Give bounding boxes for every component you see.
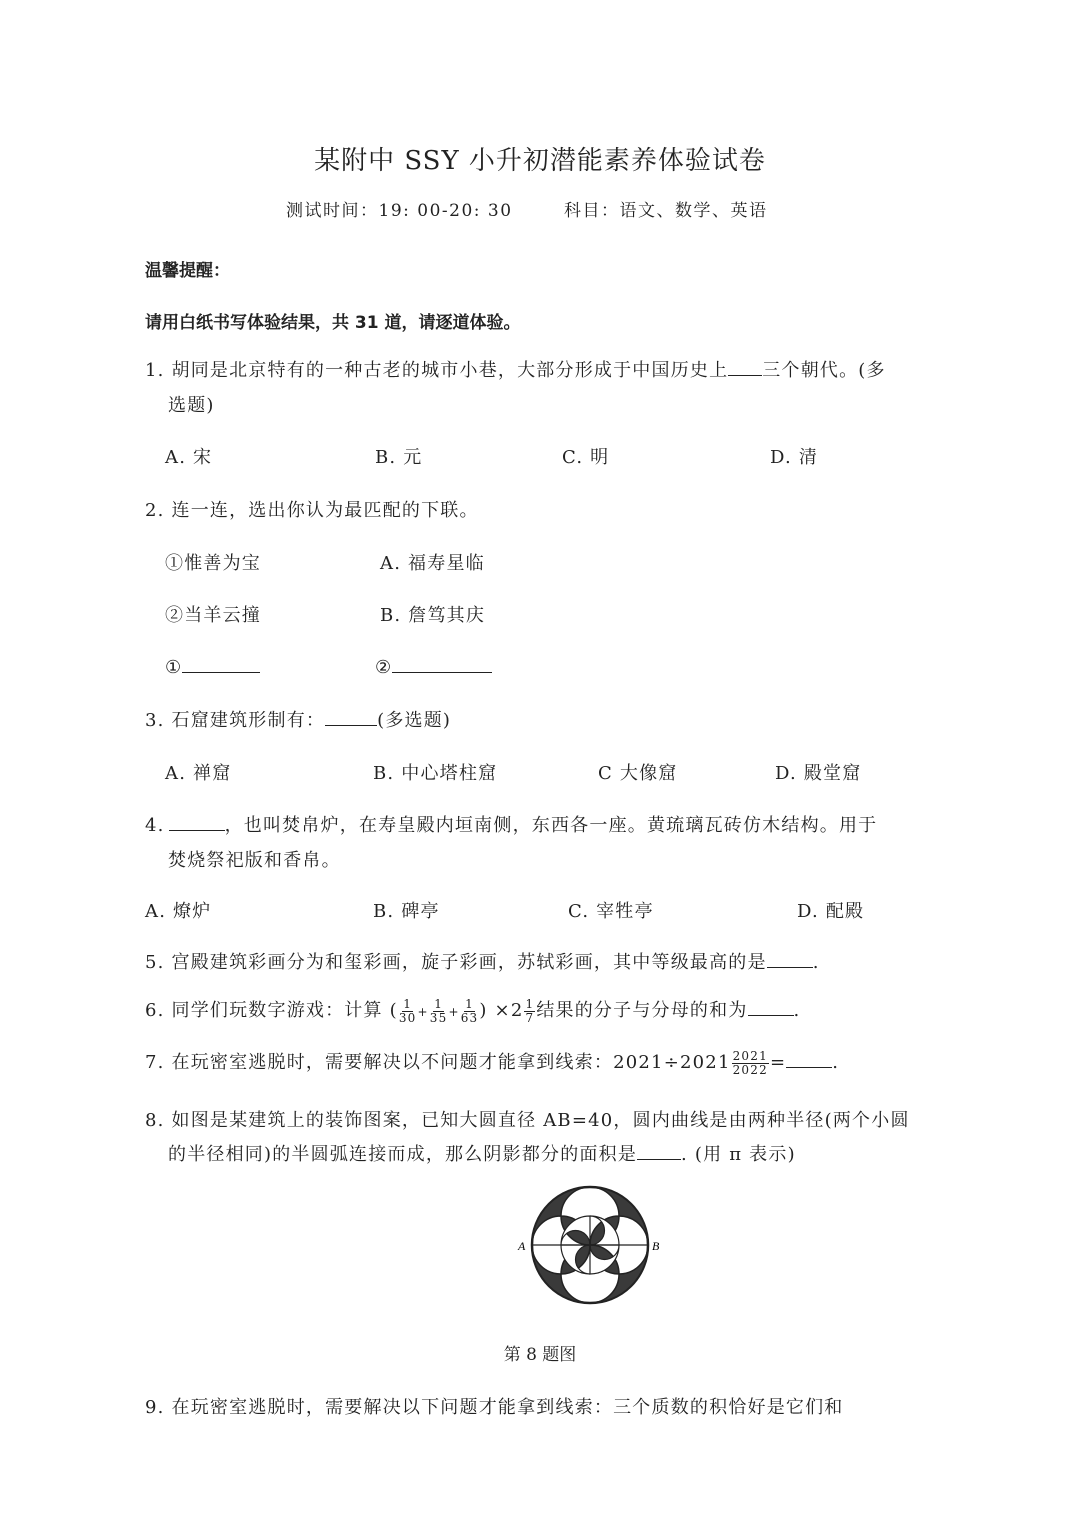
couplet-right-b: B. 詹笃其庆 <box>380 605 486 626</box>
q3-option-b[interactable]: B. 中心塔柱窟 <box>373 763 498 784</box>
answer-blank[interactable] <box>325 707 377 726</box>
q2-answer-2: ② <box>375 654 492 678</box>
answer-blank[interactable] <box>169 812 225 831</box>
question-9: 9. 在玩密室逃脱时，需要解决以下问题才能拿到线索：三个质数的积恰好是它们和 <box>145 1397 844 1418</box>
question-4-line-2: 焚烧祭祀版和香帛。 <box>168 850 341 871</box>
q3-option-c[interactable]: C 大像窟 <box>598 763 678 784</box>
answer-blank[interactable] <box>392 654 492 673</box>
fraction-1-30: $\frac{1}{30}$ <box>398 996 417 1025</box>
question-1-line-1: 1. 胡同是北京特有的一种古老的城市小巷，大部分形成于中国历史上 三个朝代。(多 <box>145 356 886 382</box>
fraction-1-35: $\frac{1}{35}$ <box>429 996 448 1025</box>
q4-option-b[interactable]: B. 碑亭 <box>373 901 440 922</box>
pinwheel-figure <box>515 1185 665 1305</box>
answer-blank[interactable] <box>728 357 762 376</box>
couplet-left-2: ②当羊云撞 <box>165 605 261 626</box>
q1-option-a[interactable]: A. 宋 <box>165 447 213 468</box>
question-4-line-1: 4. ，也叫焚帛炉，在寿皇殿内垣南侧，东西各一座。黄琉璃瓦砖仿木结构。用于 <box>145 811 877 837</box>
answer-blank[interactable] <box>637 1141 681 1160</box>
question-8-line-1: 8. 如图是某建筑上的装饰图案，已知大圆直径 AB=40，圆内曲线是由两种半径(两个小圆 <box>145 1110 910 1131</box>
question-2-stem: 2. 连一连，选出你认为最匹配的下联。 <box>145 500 479 521</box>
answer-blank[interactable] <box>182 654 260 673</box>
fraction-1-63: $\frac{1}{63}$ <box>460 996 479 1025</box>
question-6: 6. 同学们玩数字游戏：计算 ( $\frac{1}{30}$ + $\frac{1}{35}$ + $\frac{1}{63}$ ) ×2 $\frac{1}{7}$ 结果的分子与分母的和为 . <box>145 996 801 1025</box>
question-8-line-2: 的半径相同)的半圆弧连接而成，那么阴影都分的面积是 . (用 π 表示) <box>168 1140 796 1166</box>
answer-blank[interactable] <box>748 997 794 1016</box>
test-time: 测试时间：19: 00-20: 30 <box>286 201 513 221</box>
q3-option-d[interactable]: D. 殿堂窟 <box>775 763 862 784</box>
notice-label: 温馨提醒： <box>145 261 230 281</box>
label-b: B <box>652 1239 660 1253</box>
fraction-1-7: $\frac{1}{7}$ <box>525 996 535 1025</box>
q4-option-d[interactable]: D. 配殿 <box>797 901 865 922</box>
fraction-2021-2022: $\frac{2021}{2022}$ <box>732 1048 768 1077</box>
q3-option-a[interactable]: A. 禅窟 <box>165 763 232 784</box>
page-title: 某附中 SSY 小升初潜能素养体验试卷 <box>314 146 766 176</box>
test-subjects: 科目：语文、数学、英语 <box>564 201 768 221</box>
q2-answer-1: ① <box>165 654 260 678</box>
answer-blank[interactable] <box>767 949 813 968</box>
answer-blank[interactable] <box>786 1049 832 1068</box>
q4-option-a[interactable]: A. 燎炉 <box>145 901 212 922</box>
notice-text: 请用白纸书写体验结果，共 31 道，请逐道体验。 <box>145 313 521 333</box>
question-3-stem: 3. 石窟建筑形制有： (多选题) <box>145 706 451 732</box>
question-1-line-2: 选题) <box>168 395 215 416</box>
label-a: A <box>518 1239 526 1253</box>
q4-option-c[interactable]: C. 宰牲亭 <box>568 901 654 922</box>
figure-caption: 第 8 题图 <box>503 1345 577 1365</box>
q1-option-d[interactable]: D. 清 <box>770 447 819 468</box>
couplet-right-a: A. 福寿星临 <box>380 553 485 574</box>
q1-option-c[interactable]: C. 明 <box>562 447 610 468</box>
q1-option-b[interactable]: B. 元 <box>375 447 423 468</box>
question-7: 7. 在玩密室逃脱时，需要解决以不问题才能拿到线索：2021÷2021 $\frac{2021}{2022}$ = . <box>145 1048 840 1077</box>
question-5: 5. 宫殿建筑彩画分为和玺彩画，旋子彩画，苏轼彩画，其中等级最高的是 . <box>145 948 820 974</box>
couplet-left-1: ①惟善为宝 <box>165 553 261 574</box>
